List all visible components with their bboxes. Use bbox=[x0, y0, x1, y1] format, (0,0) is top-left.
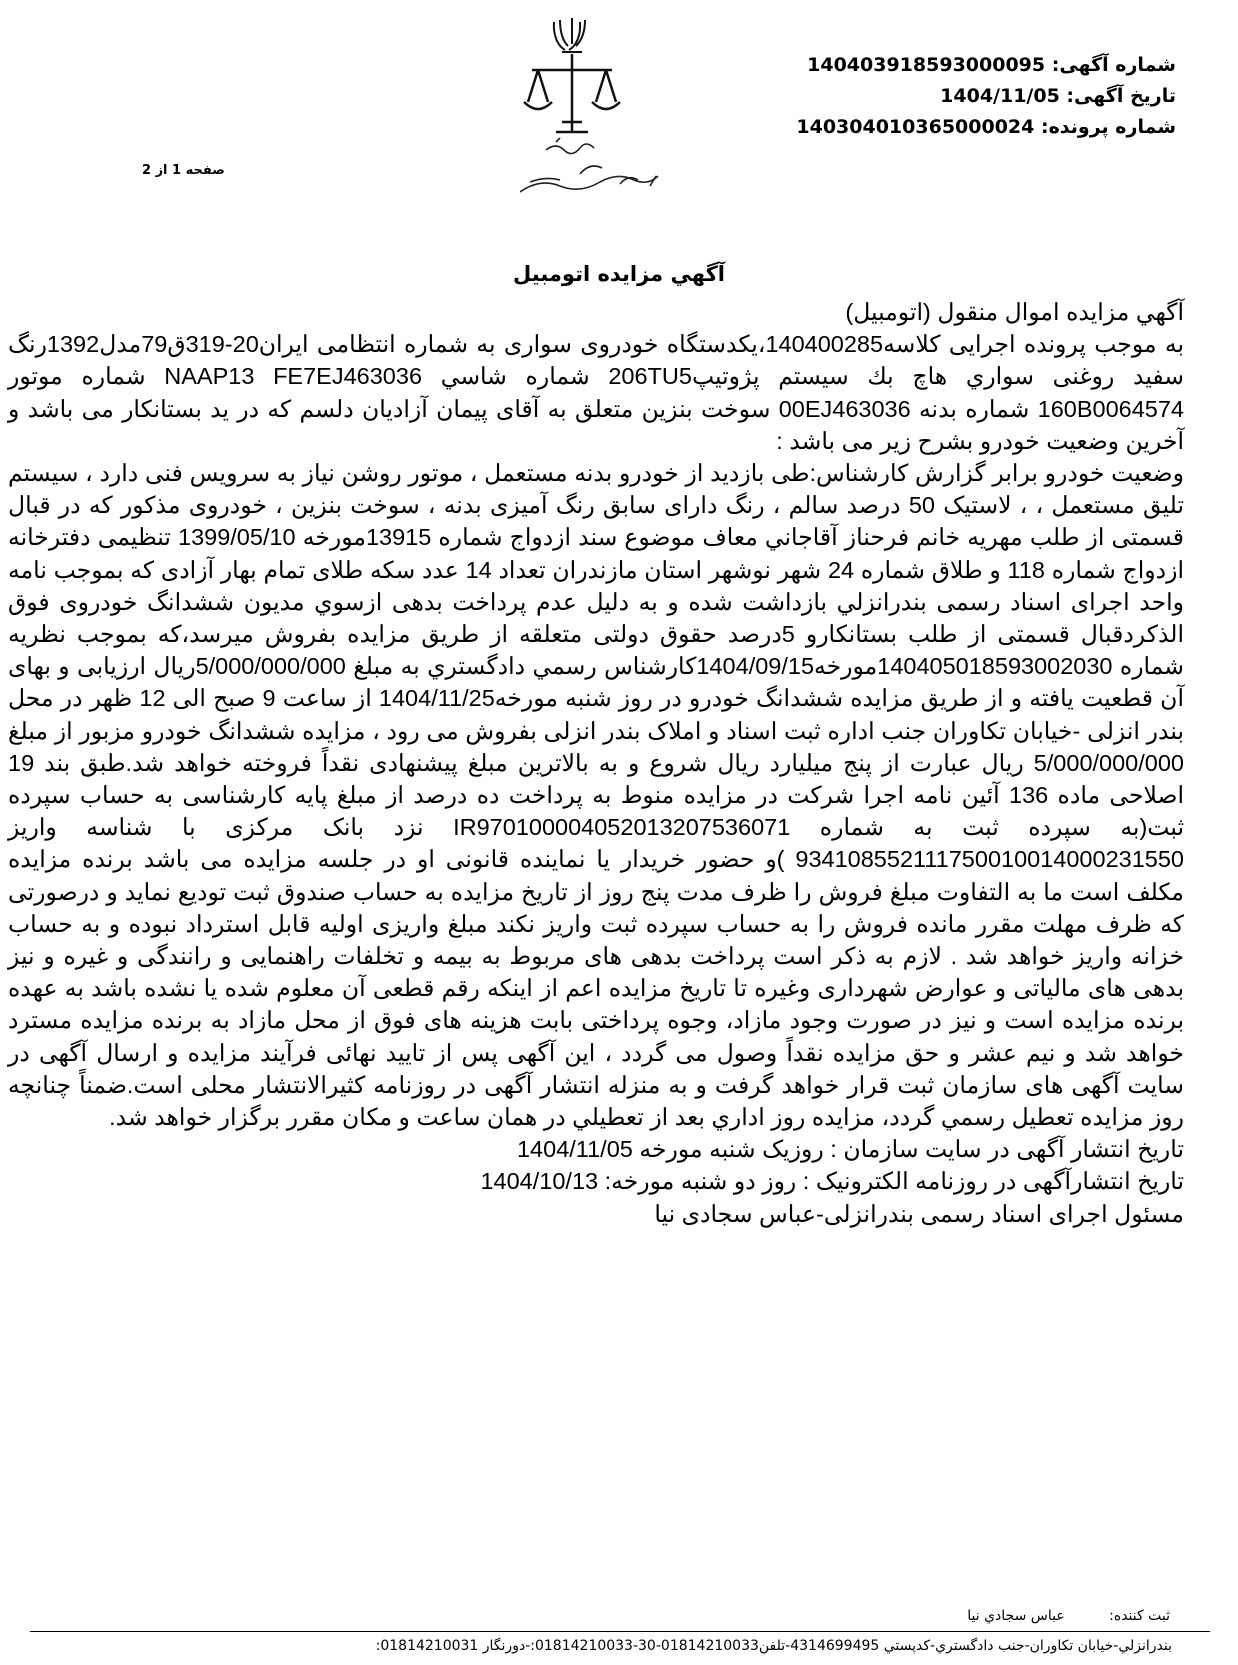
case-number-row bbox=[796, 112, 1176, 143]
notice-paragraph-details: وضعیت خودرو برابر گزارش کارشناس:طی بازدید از خودرو بدنه مستعمل ، موتور روشن نیاز به سرویس فنی دارد ، سیستم تلیق مستعمل ، ، لاستیک 50 درصد سالم ، رنگ دارای سابق رنگ آمیزی بدنه ، سوخت بنزین ، خودروی مذکور که در قبال قسمتی از طلب مهريه خانم فرحناز آقاجاني معاف موضوع سند ازدواج شماره 13915مورخه 1399/05/10 تنظیمی دفترخانه ازدواج شماره 118 و طلاق شماره 24 شهر نوشهر استان مازندران تعداد 14 عدد سکه طلای تمام بهار آزادی که بموجب نامه واحد اجرای اسناد رسمی بندرانزلي بازداشت شده و به دلیل عدم پرداخت بدهی ازسوي مديون ششدانگ خودروی فوق الذکردقبال قسمتی از طلب بستانکارو 5درصد حقوق دولتی متعلقه از طریق مزایده بفروش میرسد،که بموجب نظریه شماره 140405018593002030مورخه1404/09/15کارشناس رسمي دادگستري به مبلغ 5/000/000/000ریال ارزیابی و بهای آن قطعیت یافته و از طریق مزایده ششدانگ خودرو در روز شنبه مورخه1404/11/25 از ساعت 9 صبح الی 12 ظهر در محل بندر انزلی -خیابان تکاوران جنب اداره ثبت اسناد و املاک بندر انزلی بفروش می رود ، مزایده ششدانگ خودرو مزبور از مبلغ 5/000/000/000 ریال عبارت از پنج میلیارد ریال شروع و به بالاترین مبلغ پیشنهادی نقداً فروخته خواهد شد.طبق بند 19 اصلاحی ماده 136 آئین نامه اجرا شرکت در مزایده منوط به پرداخت ده درصد از مبلغ پایه کارشناسی به حساب سپرده ثبت(به سپرده ثبت به شماره IR970100004052013207536071 نزد بانک مرکزی با شناسه واریز 934108552111750010014000231550 )و حضور خریدار یا نماینده قانونی او در جلسه مزایده می باشد برنده مزایده مکلف است ما به التفاوت مبلغ فروش را ظرف مدت پنج روز از تاریخ مزایده به حساب صندوق ثبت تودیع نماید و درصورتی که ظرف مهلت مقرر مانده فروش را به حساب سپرده ثبت واریز نکند مبلغ واریزی اولیه قابل استرداد نبوده و به حساب خزانه واریز خواهد شد . لازم به ذکر است پرداخت بدهی های مربوط به بیمه و تخلفات راهنمایی و رانندگی و غیره و نیز بدهی های مالیاتی و عوارض شهرداری وغیره تا تاریخ مزایده اعم از اینکه رقم قطعی آن معلوم شده یا نشده باشد به عهده برنده مزایده است و نیز در صورت وجود مازاد، وجوه پرداختی بابت هزینه های فوق از محل مازاد به برنده مزایده مسترد خواهد شد و نیم عشر و حق مزایده نقداً وصول می گردد ، این آگهی پس از تایید نهائی فرآیند مزایده و ارسال آگهی در سایت آگهی های سازمان ثبت قرار خواهد گرفت و به منزله انتشار آگهی در روزنامه کثیرالانتشار محلی است.ضمناً چنانچه روز مزايده تعطيل رسمي گردد، مزايده روز اداري بعد از تعطيلي در همان ساعت و مکان مقرر برگزار خواهد شد. bbox=[8, 460, 1185, 1131]
footer-divider bbox=[30, 1631, 1210, 1632]
site-publication-date: تاریخ انتشار آگهی در سایت سازمان : روزیک شنبه مورخه 1404/11/05 bbox=[516, 1136, 1184, 1163]
notice-subtitle: آگهي مزايده اموال منقول (اتومبيل) bbox=[845, 299, 1184, 325]
case-number-label: شماره پرونده: bbox=[1040, 116, 1176, 138]
responsible-officer: مسئول اجرای اسناد رسمی بندرانزلی-عباس سجادی نیا bbox=[654, 1200, 1184, 1227]
notice-date-row bbox=[796, 81, 1176, 112]
registrar-row bbox=[967, 1608, 1170, 1624]
notice-meta bbox=[796, 50, 1176, 143]
notice-number: 14040391859300009​5 bbox=[807, 54, 1046, 76]
registrar-name: عباس سجادي نيا bbox=[967, 1608, 1065, 1624]
newspaper-publication-date: تاریخ انتشارآگهی در روزنامه الکترونیک : روز دو شنبه مورخه: 1404/10/13 bbox=[480, 1168, 1184, 1195]
notice-date-label: تاریخ آگهی: bbox=[1066, 85, 1176, 107]
notice-date: 1404/11/05 bbox=[940, 85, 1060, 107]
page-number: صفحه 1 از 2 bbox=[142, 163, 225, 178]
judiciary-emblem-logo bbox=[520, 14, 680, 214]
footer-address: بندرانزلي-خيابان تكاوران-جنب دادگستري-كدپستي 4314699495-تلفن01814210033-30-01814210033:-دورنگار 01814210031: bbox=[375, 1638, 1172, 1654]
notice-number-row bbox=[796, 50, 1176, 81]
case-number: 14030401036500002​4 bbox=[796, 116, 1035, 138]
notice-paragraph-vehicle: به موجب پرونده اجرایی کلاسه140400285،یکدستگاه خودروی سواری به شماره انتظامی ایران20-319ق79مدل1392رنگ سفيد روغنی سواري هاچ بك سیستم پژوتیپ206TU5 شماره شاسي NAAP13 FE7EJ463036 شماره موتور 160B0064574 شماره بدنه 00EJ463036 سوخت بنزين متعلق به آقای پیمان آزادیان دلسم که در ید بستانکار می باشد و آخرین وضعیت خودرو بشرح زیر می باشد : bbox=[8, 331, 1184, 454]
notice-number-label: شماره آگهی: bbox=[1051, 54, 1176, 76]
notice-body bbox=[8, 296, 1184, 1230]
registrar-label: ثبت کننده: bbox=[1109, 1608, 1170, 1624]
page-title: آگهي مزايده اتومبيل bbox=[513, 262, 725, 286]
